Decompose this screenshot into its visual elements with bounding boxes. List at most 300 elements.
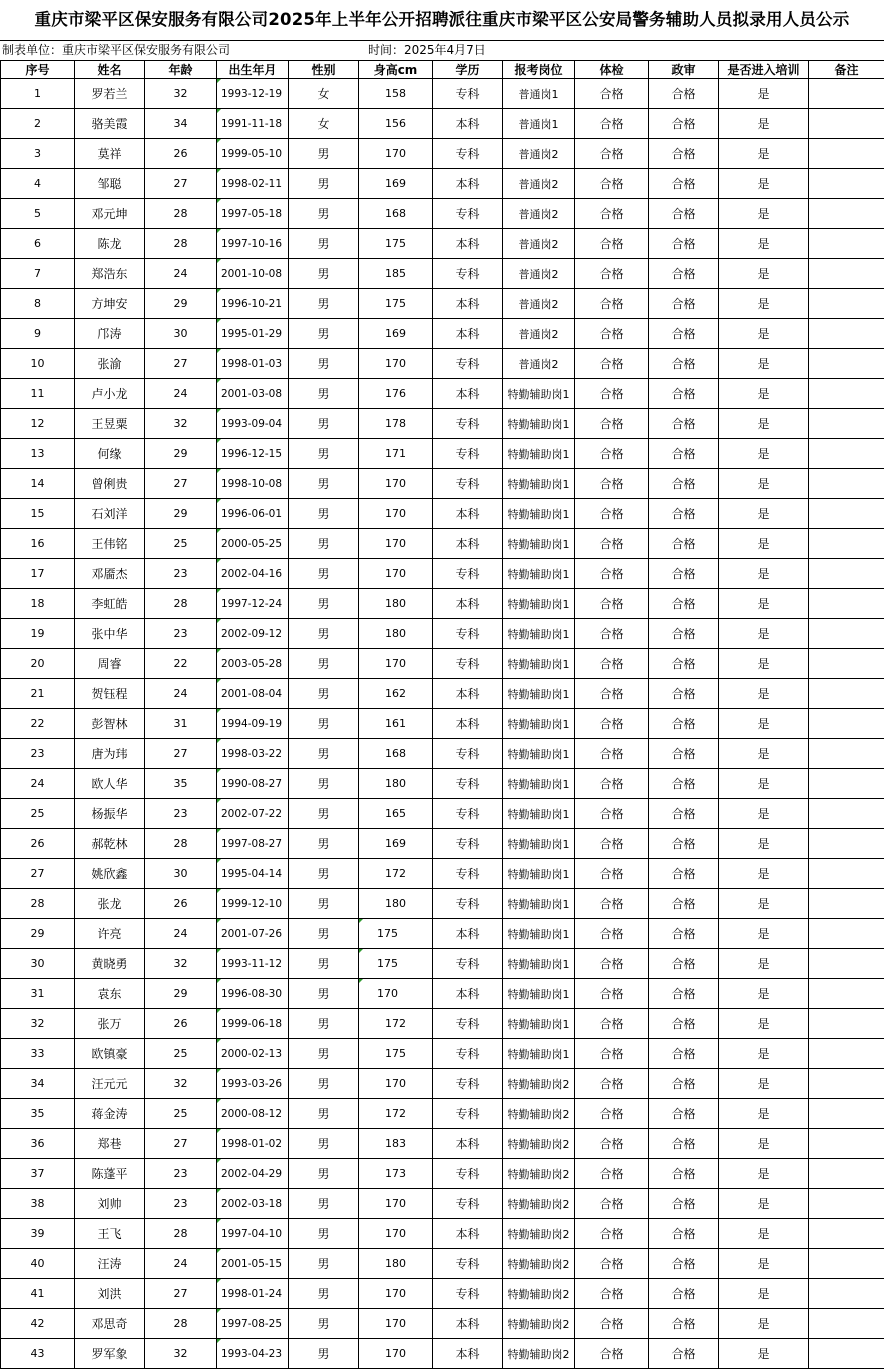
- table-row: [1, 1249, 884, 1279]
- cell-index: 6: [1, 229, 75, 259]
- cell-height: 170: [359, 649, 433, 679]
- cell-name: 彭智林: [75, 709, 145, 739]
- cell-pos: 特勤辅助岗1: [503, 679, 575, 709]
- cell-age: 28: [145, 199, 217, 229]
- table-row: [1, 1339, 884, 1369]
- cell-gender: 男: [289, 349, 359, 379]
- table-row: [1, 229, 884, 259]
- cell-phys: 合格: [575, 1099, 649, 1129]
- cell-name: 杨振华: [75, 799, 145, 829]
- cell-name: 石刘洋: [75, 499, 145, 529]
- cell-phys: 合格: [575, 469, 649, 499]
- cell-edu: 本科: [433, 379, 503, 409]
- cell-index: 11: [1, 379, 75, 409]
- table-row: [1, 169, 884, 199]
- cell-remark: [809, 229, 884, 259]
- cell-pol: 合格: [649, 199, 719, 229]
- cell-age: 30: [145, 319, 217, 349]
- cell-gender: 男: [289, 469, 359, 499]
- cell-index: 35: [1, 1099, 75, 1129]
- cell-pos: 特勤辅助岗1: [503, 1009, 575, 1039]
- cell-height: 172: [359, 1009, 433, 1039]
- cell-name: 郑浩东: [75, 259, 145, 289]
- cell-pol: 合格: [649, 439, 719, 469]
- cell-age: 23: [145, 1159, 217, 1189]
- cell-pol: 合格: [649, 649, 719, 679]
- cell-remark: [809, 1129, 884, 1159]
- table-row: [1, 769, 884, 799]
- cell-pol: 合格: [649, 319, 719, 349]
- cell-pol: 合格: [649, 1279, 719, 1309]
- cell-pos: 特勤辅助岗1: [503, 589, 575, 619]
- cell-edu: 本科: [433, 529, 503, 559]
- cell-phys: 合格: [575, 1129, 649, 1159]
- cell-train: 是: [719, 259, 809, 289]
- cell-gender: 男: [289, 799, 359, 829]
- cell-index: 30: [1, 949, 75, 979]
- cell-index: 10: [1, 349, 75, 379]
- cell-gender: 男: [289, 529, 359, 559]
- cell-age: 23: [145, 799, 217, 829]
- cell-birth: 1999-05-10: [217, 139, 289, 169]
- cell-pol: 合格: [649, 619, 719, 649]
- cell-remark: [809, 829, 884, 859]
- cell-birth: 1996-12-15: [217, 439, 289, 469]
- cell-pol: 合格: [649, 169, 719, 199]
- cell-gender: 男: [289, 499, 359, 529]
- cell-pol: 合格: [649, 79, 719, 109]
- cell-name: 何缘: [75, 439, 145, 469]
- cell-age: 27: [145, 169, 217, 199]
- cell-phys: 合格: [575, 799, 649, 829]
- cell-edu: 专科: [433, 949, 503, 979]
- cell-pol: 合格: [649, 739, 719, 769]
- cell-train: 是: [719, 199, 809, 229]
- cell-remark: [809, 1069, 884, 1099]
- cell-height-value: 170: [377, 987, 398, 1000]
- cell-pol: 合格: [649, 589, 719, 619]
- cell-birth: 1997-05-18: [217, 199, 289, 229]
- cell-index: 21: [1, 679, 75, 709]
- cell-edu: 专科: [433, 469, 503, 499]
- cell-height: 170: [359, 469, 433, 499]
- cell-name: 罗军象: [75, 1339, 145, 1369]
- cell-height: 180: [359, 889, 433, 919]
- cell-train: 是: [719, 109, 809, 139]
- publish-date: 时间：2025年4月7日: [368, 43, 486, 57]
- cell-name: 欧镇豪: [75, 1039, 145, 1069]
- cell-gender: 男: [289, 1159, 359, 1189]
- cell-phys: 合格: [575, 619, 649, 649]
- cell-name: 刘帅: [75, 1189, 145, 1219]
- cell-edu: 本科: [433, 1219, 503, 1249]
- cell-pol: 合格: [649, 379, 719, 409]
- cell-pol: 合格: [649, 409, 719, 439]
- cell-index: 33: [1, 1039, 75, 1069]
- table-row: [1, 469, 884, 499]
- cell-train: 是: [719, 1069, 809, 1099]
- header-physical-exam: 体检: [575, 61, 649, 79]
- cell-age: 27: [145, 349, 217, 379]
- cell-phys: 合格: [575, 559, 649, 589]
- cell-train: 是: [719, 319, 809, 349]
- cell-name: 郑巷: [75, 1129, 145, 1159]
- cell-edu: 本科: [433, 589, 503, 619]
- cell-index: 34: [1, 1069, 75, 1099]
- cell-pos: 特勤辅助岗1: [503, 499, 575, 529]
- cell-phys: 合格: [575, 1309, 649, 1339]
- cell-pol: 合格: [649, 979, 719, 1009]
- cell-phys: 合格: [575, 1339, 649, 1369]
- header-index: 序号: [1, 61, 75, 79]
- cell-pol: 合格: [649, 679, 719, 709]
- table-row: [1, 79, 884, 109]
- cell-pos: 普通岗2: [503, 289, 575, 319]
- cell-train: 是: [719, 559, 809, 589]
- cell-name: 张龙: [75, 889, 145, 919]
- cell-height: 168: [359, 739, 433, 769]
- cell-height: 165: [359, 799, 433, 829]
- cell-pol: 合格: [649, 1159, 719, 1189]
- cell-pol: 合格: [649, 1309, 719, 1339]
- cell-index: 4: [1, 169, 75, 199]
- cell-phys: 合格: [575, 1219, 649, 1249]
- cell-edu: 本科: [433, 919, 503, 949]
- cell-remark: [809, 679, 884, 709]
- cell-height: 170: [359, 139, 433, 169]
- cell-birth: 1993-11-12: [217, 949, 289, 979]
- table-row: [1, 559, 884, 589]
- cell-index: 17: [1, 559, 75, 589]
- cell-pos: 特勤辅助岗1: [503, 619, 575, 649]
- cell-edu: 专科: [433, 619, 503, 649]
- cell-train: 是: [719, 79, 809, 109]
- cell-name: 邹聪: [75, 169, 145, 199]
- cell-edu: 专科: [433, 1189, 503, 1219]
- cell-birth: 2002-07-22: [217, 799, 289, 829]
- table-row: [1, 859, 884, 889]
- cell-train: 是: [719, 799, 809, 829]
- cell-phys: 合格: [575, 439, 649, 469]
- cell-age: 28: [145, 589, 217, 619]
- cell-remark: [809, 859, 884, 889]
- cell-age: 34: [145, 109, 217, 139]
- cell-height: 175: [359, 229, 433, 259]
- cell-remark: [809, 109, 884, 139]
- table-body: [1, 79, 884, 1369]
- cell-birth: 2001-10-08: [217, 259, 289, 289]
- cell-phys: 合格: [575, 199, 649, 229]
- cell-birth: 1999-06-18: [217, 1009, 289, 1039]
- cell-gender: 男: [289, 709, 359, 739]
- cell-height: 172: [359, 859, 433, 889]
- cell-pol: 合格: [649, 1249, 719, 1279]
- cell-pol: 合格: [649, 499, 719, 529]
- cell-gender: 男: [289, 559, 359, 589]
- cell-gender: 男: [289, 589, 359, 619]
- page-title: 重庆市梁平区保安服务有限公司2025年上半年公开招聘派往重庆市梁平区公安局警务辅助人员拟录用人员公示: [34, 10, 850, 29]
- cell-pos: 特勤辅助岗1: [503, 379, 575, 409]
- cell-index: 18: [1, 589, 75, 619]
- cell-height: 183: [359, 1129, 433, 1159]
- cell-train: 是: [719, 769, 809, 799]
- table-row: [1, 529, 884, 559]
- table-row: [1, 739, 884, 769]
- cell-age: 24: [145, 919, 217, 949]
- cell-phys: 合格: [575, 229, 649, 259]
- cell-age: 28: [145, 229, 217, 259]
- cell-name: 卢小龙: [75, 379, 145, 409]
- cell-pos: 特勤辅助岗1: [503, 919, 575, 949]
- cell-name: 曾俐贵: [75, 469, 145, 499]
- cell-pos: 特勤辅助岗1: [503, 709, 575, 739]
- header-political-review: 政审: [649, 61, 719, 79]
- cell-train: 是: [719, 139, 809, 169]
- cell-train: 是: [719, 679, 809, 709]
- cell-phys: 合格: [575, 79, 649, 109]
- cell-birth: 1995-01-29: [217, 319, 289, 349]
- cell-phys: 合格: [575, 109, 649, 139]
- cell-height: 172: [359, 1099, 433, 1129]
- cell-gender: 男: [289, 1339, 359, 1369]
- cell-birth: 1996-06-01: [217, 499, 289, 529]
- cell-birth: 1997-10-16: [217, 229, 289, 259]
- cell-remark: [809, 1309, 884, 1339]
- cell-birth: 1996-08-30: [217, 979, 289, 1009]
- cell-pol: 合格: [649, 259, 719, 289]
- cell-train: 是: [719, 1219, 809, 1249]
- cell-age: 32: [145, 1339, 217, 1369]
- cell-age: 25: [145, 1099, 217, 1129]
- cell-remark: [809, 499, 884, 529]
- cell-birth: 1993-04-23: [217, 1339, 289, 1369]
- cell-index: 8: [1, 289, 75, 319]
- cell-age: 27: [145, 1129, 217, 1159]
- table-meta: [0, 40, 884, 60]
- cell-remark: [809, 469, 884, 499]
- cell-edu: 本科: [433, 169, 503, 199]
- cell-birth: 2000-02-13: [217, 1039, 289, 1069]
- table-row: [1, 919, 884, 949]
- cell-pos: 特勤辅助岗2: [503, 1249, 575, 1279]
- cell-remark: [809, 349, 884, 379]
- cell-height: 170: [359, 1339, 433, 1369]
- cell-edu: 专科: [433, 649, 503, 679]
- cell-train: 是: [719, 1309, 809, 1339]
- cell-remark: [809, 439, 884, 469]
- cell-train: 是: [719, 439, 809, 469]
- cell-pos: 特勤辅助岗1: [503, 649, 575, 679]
- cell-train: 是: [719, 1279, 809, 1309]
- cell-remark: [809, 289, 884, 319]
- cell-edu: 专科: [433, 739, 503, 769]
- cell-name: 陈龙: [75, 229, 145, 259]
- cell-train: 是: [719, 1189, 809, 1219]
- table-row: [1, 289, 884, 319]
- cell-age: 32: [145, 949, 217, 979]
- cell-pos: 特勤辅助岗1: [503, 889, 575, 919]
- cell-pos: 特勤辅助岗1: [503, 1039, 575, 1069]
- cell-pol: 合格: [649, 349, 719, 379]
- cell-train: 是: [719, 859, 809, 889]
- cell-name: 王伟铭: [75, 529, 145, 559]
- cell-phys: 合格: [575, 1159, 649, 1189]
- table-row: [1, 319, 884, 349]
- cell-height: 170: [359, 559, 433, 589]
- cell-pol: 合格: [649, 1189, 719, 1219]
- cell-train: 是: [719, 229, 809, 259]
- table-row: [1, 649, 884, 679]
- cell-age: 23: [145, 559, 217, 589]
- cell-pos: 特勤辅助岗2: [503, 1219, 575, 1249]
- cell-pol: 合格: [649, 109, 719, 139]
- header-remarks: 备注: [809, 61, 884, 79]
- cell-remark: [809, 739, 884, 769]
- cell-pos: 特勤辅助岗1: [503, 979, 575, 1009]
- cell-pos: 特勤辅助岗2: [503, 1159, 575, 1189]
- cell-index: 1: [1, 79, 75, 109]
- table-row: [1, 1129, 884, 1159]
- cell-train: 是: [719, 529, 809, 559]
- cell-birth: 1996-10-21: [217, 289, 289, 319]
- cell-pos: 特勤辅助岗1: [503, 739, 575, 769]
- cell-edu: 专科: [433, 439, 503, 469]
- cell-pos: 普通岗2: [503, 349, 575, 379]
- cell-birth: 1998-01-24: [217, 1279, 289, 1309]
- cell-birth: 1993-12-19: [217, 79, 289, 109]
- cell-gender: 女: [289, 79, 359, 109]
- cell-remark: [809, 1039, 884, 1069]
- cell-gender: 男: [289, 889, 359, 919]
- cell-birth: 1998-03-22: [217, 739, 289, 769]
- cell-birth: 1991-11-18: [217, 109, 289, 139]
- cell-height: 170: [359, 1219, 433, 1249]
- cell-height: 170: [359, 499, 433, 529]
- cell-birth: 2000-05-25: [217, 529, 289, 559]
- cell-birth: 1994-09-19: [217, 709, 289, 739]
- table-row: [1, 589, 884, 619]
- cell-height: 171: [359, 439, 433, 469]
- cell-pos: 特勤辅助岗1: [503, 559, 575, 589]
- cell-edu: 本科: [433, 289, 503, 319]
- cell-birth: 1997-08-25: [217, 1309, 289, 1339]
- cell-birth: 1993-03-26: [217, 1069, 289, 1099]
- cell-index: 37: [1, 1159, 75, 1189]
- cell-age: 35: [145, 769, 217, 799]
- cell-height: 175: [359, 289, 433, 319]
- cell-pol: 合格: [649, 1069, 719, 1099]
- table-row: [1, 139, 884, 169]
- cell-height: 185: [359, 259, 433, 289]
- cell-pos: 特勤辅助岗2: [503, 1279, 575, 1309]
- cell-name: 张中华: [75, 619, 145, 649]
- cell-height: 176: [359, 379, 433, 409]
- cell-phys: 合格: [575, 949, 649, 979]
- cell-train: 是: [719, 289, 809, 319]
- cell-gender: 男: [289, 949, 359, 979]
- cell-remark: [809, 409, 884, 439]
- cell-name: 欧人华: [75, 769, 145, 799]
- cell-pos: 普通岗2: [503, 229, 575, 259]
- cell-age: 32: [145, 1069, 217, 1099]
- cell-age: 32: [145, 409, 217, 439]
- cell-pol: 合格: [649, 769, 719, 799]
- cell-height: 180: [359, 589, 433, 619]
- cell-name: 邓靥杰: [75, 559, 145, 589]
- cell-pol: 合格: [649, 1339, 719, 1369]
- header-height: 身高cm: [359, 61, 433, 79]
- cell-pos: 普通岗2: [503, 169, 575, 199]
- cell-remark: [809, 319, 884, 349]
- cell-birth: 1999-12-10: [217, 889, 289, 919]
- cell-index: 24: [1, 769, 75, 799]
- cell-train: 是: [719, 949, 809, 979]
- cell-age: 23: [145, 1189, 217, 1219]
- cell-height: [359, 919, 433, 949]
- cell-edu: 专科: [433, 1039, 503, 1069]
- table-row: [1, 439, 884, 469]
- cell-gender: 男: [289, 859, 359, 889]
- cell-index: 40: [1, 1249, 75, 1279]
- cell-train: 是: [719, 1249, 809, 1279]
- cell-remark: [809, 1099, 884, 1129]
- cell-height: 168: [359, 199, 433, 229]
- cell-remark: [809, 1009, 884, 1039]
- table-row: [1, 1039, 884, 1069]
- cell-train: 是: [719, 889, 809, 919]
- cell-pol: 合格: [649, 1039, 719, 1069]
- cell-remark: [809, 139, 884, 169]
- cell-edu: 本科: [433, 1339, 503, 1369]
- cell-pol: 合格: [649, 889, 719, 919]
- cell-remark: [809, 619, 884, 649]
- cell-edu: 本科: [433, 979, 503, 1009]
- cell-gender: 男: [289, 1009, 359, 1039]
- cell-pos: 普通岗2: [503, 319, 575, 349]
- cell-index: 39: [1, 1219, 75, 1249]
- cell-gender: 男: [289, 139, 359, 169]
- cell-gender: 男: [289, 829, 359, 859]
- cell-phys: 合格: [575, 349, 649, 379]
- cell-pol: 合格: [649, 949, 719, 979]
- cell-gender: 男: [289, 919, 359, 949]
- cell-height: 158: [359, 79, 433, 109]
- cell-pos: 普通岗2: [503, 199, 575, 229]
- cell-pol: 合格: [649, 529, 719, 559]
- cell-birth: 1993-09-04: [217, 409, 289, 439]
- table-row: [1, 1009, 884, 1039]
- cell-train: 是: [719, 979, 809, 1009]
- cell-name: 黄晓勇: [75, 949, 145, 979]
- cell-age: 29: [145, 499, 217, 529]
- cell-name: 张渝: [75, 349, 145, 379]
- cell-name: 陈蓬平: [75, 1159, 145, 1189]
- cell-gender: 男: [289, 1309, 359, 1339]
- cell-age: 25: [145, 1039, 217, 1069]
- cell-birth: 2001-03-08: [217, 379, 289, 409]
- cell-age: 26: [145, 1009, 217, 1039]
- cell-pos: 特勤辅助岗1: [503, 949, 575, 979]
- cell-edu: 专科: [433, 829, 503, 859]
- cell-pos: 普通岗2: [503, 139, 575, 169]
- cell-height: 170: [359, 529, 433, 559]
- cell-age: 24: [145, 1249, 217, 1279]
- table-row: [1, 1069, 884, 1099]
- cell-remark: [809, 889, 884, 919]
- cell-remark: [809, 1249, 884, 1279]
- cell-index: 29: [1, 919, 75, 949]
- cell-gender: 男: [289, 409, 359, 439]
